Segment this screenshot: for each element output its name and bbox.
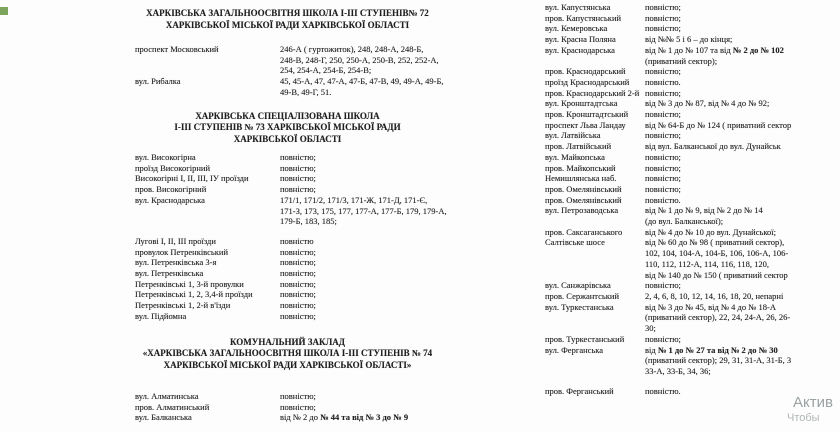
- street-row: [135, 391, 475, 402]
- street-row: [135, 247, 475, 258]
- left-column: [100, 8, 475, 423]
- street-name: пров. Омелянівський: [545, 194, 622, 205]
- street-name: пров. Саксаганського: [545, 226, 623, 237]
- street-row: [135, 268, 475, 279]
- street-row: [545, 141, 840, 152]
- street-row: [545, 88, 840, 99]
- right-column: [545, 2, 840, 396]
- street-name: провулок Петренківський: [135, 246, 229, 257]
- street-row: [135, 76, 475, 97]
- street-row: [545, 109, 840, 120]
- street-name: Немишлянська наб.: [545, 173, 617, 184]
- street-row: [545, 152, 840, 163]
- street-name: вул. Майкопська: [545, 151, 605, 162]
- street-row: [135, 289, 475, 300]
- section-title: КОМУНАЛЬНИЙ ЗАКЛАД «ХАРКІВСЬКА ЗАГАЛЬНООСВІТНЯ ШКОЛА І-ІІІ СТУПЕНІВ № 74 ХАРКІВСЬКОЇ МІСЬКОЇ РАДИ ХАРКІВСЬКОЇ ОБЛАСТІ»: [142, 336, 433, 370]
- street-row: [545, 302, 840, 334]
- street-name: вул. Кемеровська: [545, 23, 608, 34]
- house-range: від № 1 до № 107 та від № 2 до № 102 (приватний сектор);: [645, 44, 784, 66]
- street-row: [545, 66, 840, 77]
- school-section: [100, 337, 475, 424]
- street-name: проїзд Високогірний: [135, 162, 210, 173]
- house-range: 2, 4, 6, 8, 10, 12, 14, 16, 18, 20, непарні: [645, 290, 784, 301]
- street-row: [545, 130, 840, 141]
- house-range: повністю;: [280, 162, 316, 173]
- street-row: [545, 98, 840, 109]
- street-row: [545, 205, 840, 226]
- house-range: повністю;: [280, 310, 316, 321]
- street-row: [545, 2, 840, 13]
- street-name: вул. Петренківська 3-я: [135, 257, 217, 268]
- street-row: [545, 334, 840, 345]
- street-name: вул. Туркестанська: [545, 301, 614, 312]
- house-range: повністю;: [645, 183, 681, 194]
- street-name: Салтівське шосе: [545, 237, 605, 248]
- street-row: [135, 412, 475, 423]
- street-row: [545, 77, 840, 88]
- street-row: [135, 236, 475, 247]
- house-range: повністю.: [645, 385, 681, 396]
- house-range: повністю;: [280, 401, 316, 412]
- street-row: [135, 195, 475, 227]
- street-name: вул. Петрозаводська: [545, 205, 619, 216]
- house-range: від № 60 до № 98 ( приватний сектор), 102, 104, 104-А, 104-Б, 106, 106-А, 106- 110, 112, 112-А, 114, 116, 118, 120, від № 140 до № 150 ( приватний сектор: [645, 237, 789, 280]
- street-row: [135, 311, 475, 322]
- watermark-line-1: Актив: [793, 394, 833, 411]
- street-row: [135, 279, 475, 290]
- street-name: пров. Сержантський: [545, 290, 619, 301]
- street-row: [545, 173, 840, 184]
- street-name: пров. Латвійський: [545, 141, 612, 152]
- street-row: [545, 45, 840, 66]
- house-range: повністю;: [645, 23, 681, 34]
- street-name: Лугові І, ІІ, ІІІ проїзди: [135, 235, 216, 246]
- street-row: [135, 163, 475, 174]
- street-row: [545, 23, 840, 34]
- street-name: Петренківські 1, 2, 3,4-й проїзди: [135, 289, 253, 300]
- street-name: Петренківські 1, 3-й провулки: [135, 278, 244, 289]
- street-name: пров. Краснодарський: [545, 66, 626, 77]
- school-section: [100, 111, 475, 322]
- street-name: вул. Латвійська: [545, 130, 601, 141]
- house-range: від № 3 до № 45, від № 4 до № 18-А (приватний сектор), 22, 24, 24-А, 26, 26- 30;: [645, 301, 791, 334]
- street-name: проспект Московський: [135, 44, 219, 54]
- house-range: повністю;: [280, 300, 316, 311]
- house-range: повністю;: [280, 152, 316, 163]
- house-range: від № 64-Б до № 124 ( приватний сектор: [645, 119, 792, 130]
- house-range: повністю;: [645, 151, 681, 162]
- house-range: повністю;: [645, 12, 681, 23]
- street-row: [135, 402, 475, 413]
- street-name: вул. Красна Поляна: [545, 34, 616, 45]
- street-name: вул. Санжарівська: [545, 280, 611, 291]
- house-range: від № 2 до № 44 та від № 3 до № 9: [280, 412, 409, 423]
- street-row: [545, 13, 840, 24]
- house-range: від № 1 до № 27 та від № 2 до № 30 (приватний сектор); 29, 31, 31-А, 31-Б, 3 33-А, 33-Б, 34, 36;: [645, 344, 792, 376]
- house-range: повністю: [280, 235, 314, 246]
- house-range: повністю;: [280, 289, 316, 300]
- street-row: [545, 195, 840, 206]
- house-range: повністю;: [280, 184, 316, 195]
- street-list: [100, 152, 475, 322]
- street-row: [135, 184, 475, 195]
- street-name: вул. Краснодарська: [545, 44, 615, 55]
- house-range: повністю;: [280, 257, 316, 268]
- house-range: від №№ 5 і 6 – до кінця;: [645, 34, 733, 45]
- street-row: [135, 44, 475, 76]
- street-row: [545, 237, 840, 280]
- house-range: повністю;: [645, 280, 681, 291]
- house-range: повністю.: [645, 76, 681, 87]
- house-range: повністю;: [645, 130, 681, 141]
- house-range: повністю;: [645, 2, 681, 12]
- street-name: вул. Рибалка: [135, 76, 181, 87]
- street-name: пров. Краснодарський 2-й: [545, 87, 640, 98]
- house-range: повністю;: [645, 109, 681, 120]
- street-row: [545, 227, 840, 238]
- house-range: 171/1, 171/2, 171/3, 171-Ж, 171-Д, 171-Є, 171-З, 173, 175, 177, 177-А, 177-Б, 179, 179-А, 179-Б, 183, 185;: [280, 194, 447, 227]
- house-range: повністю;: [280, 391, 316, 402]
- house-range: повністю;: [645, 162, 681, 173]
- street-name: вул. Алматинська: [135, 391, 199, 402]
- house-range: 246-А ( гуртожиток), 248, 248-А, 248-Б, 248-В, 248-Г, 250, 250-А, 250-В, 252, 252-А, 254, 254-А, 254-Б, 254-В;: [280, 44, 439, 76]
- street-row: [545, 345, 840, 377]
- house-range: повністю;: [280, 268, 316, 279]
- street-list: [100, 391, 475, 423]
- street-name: вул. Капустянська: [545, 2, 611, 12]
- house-range: повністю;: [645, 87, 681, 98]
- street-row: [135, 257, 475, 268]
- street-name: проспект Льва Ландау: [545, 119, 626, 130]
- watermark-line-2: Чтобы: [787, 412, 820, 424]
- windows-activation-watermark: [787, 394, 833, 425]
- street-name: вул. Підйомна: [135, 310, 187, 321]
- street-name: вул. Петренківська: [135, 268, 204, 279]
- school-section: [100, 8, 475, 98]
- street-row: [135, 152, 475, 163]
- house-range: повністю;: [645, 66, 681, 77]
- street-row: [545, 163, 840, 174]
- street-row: [545, 280, 840, 291]
- street-name: вул. Краснодарська: [135, 194, 205, 205]
- street-name: вул. Кронштадтська: [545, 98, 618, 109]
- street-list: [100, 44, 475, 98]
- street-row: [545, 184, 840, 195]
- street-name: вул. Високогірна: [135, 152, 196, 163]
- section-title: ХАРКІВСЬКА СПЕЦІАЛІЗОВАНА ШКОЛА І-ІІІ СТУПЕНІВ № 73 ХАРКІВСЬКОЇ МІСЬКОЇ РАДИ ХАРКІВСЬКОЇ ОБЛАСТІ: [174, 110, 401, 144]
- street-name: вул. Ферганська: [545, 344, 604, 355]
- house-range: 45, 45-А, 47, 47-А, 47-Б, 47-В, 49, 49-А, 49-Б, 49-В, 49-Г, 51.: [280, 76, 444, 97]
- street-name: пров. Майкопський: [545, 162, 616, 173]
- house-range: повністю;: [280, 278, 316, 289]
- house-range: повністю.: [645, 194, 681, 205]
- section-title: ХАРКІВСЬКА ЗАГАЛЬНООСВІТНЯ ШКОЛА І-ІІІ СТУПЕНІВ№ 72 ХАРКІВСЬКОЇ МІСЬКОЇ РАДИ ХАРКІВСЬКОЇ ОБЛАСТІ: [146, 8, 429, 30]
- house-range: від № 4 до № 10 до вул. Дунайської;: [645, 226, 777, 237]
- street-name: пров. Туркестанський: [545, 333, 625, 344]
- street-row: [135, 300, 475, 311]
- house-range: від вул. Балканської до вул. Дунайськ: [645, 141, 781, 152]
- house-range: повністю;: [645, 333, 681, 344]
- street-name: пров. Кронштадтський: [545, 109, 629, 120]
- street-name: вул. Балканська: [135, 412, 192, 423]
- street-row: [545, 34, 840, 45]
- scan-green-mark: [0, 7, 8, 15]
- street-name: пров. Капустянський: [545, 12, 622, 23]
- street-name: проїзд Краснодарський: [545, 76, 630, 87]
- street-name: пров. Високогірний: [135, 184, 207, 195]
- house-range: від № 3 до № 87, від № 4 до № 92;: [645, 98, 770, 109]
- house-range: повністю;: [280, 246, 316, 257]
- street-row: [135, 173, 475, 184]
- house-range: від № 1 до № 9, від № 2 до № 14 (до вул. Балканської);: [645, 205, 763, 227]
- street-row: [545, 291, 840, 302]
- street-name: пров. Ферганський: [545, 385, 614, 396]
- street-name: пров. Алматинський: [135, 401, 210, 412]
- house-range: повністю;: [645, 173, 681, 184]
- street-name: Високогірні І, ІІ, ІІІ, ІУ проїзди: [135, 173, 249, 184]
- street-row: [545, 120, 840, 131]
- house-range: повністю;: [280, 173, 316, 184]
- street-name: Петренківські 1, 2-й в'їзди: [135, 300, 231, 311]
- street-name: пров. Омелянівський: [545, 183, 622, 194]
